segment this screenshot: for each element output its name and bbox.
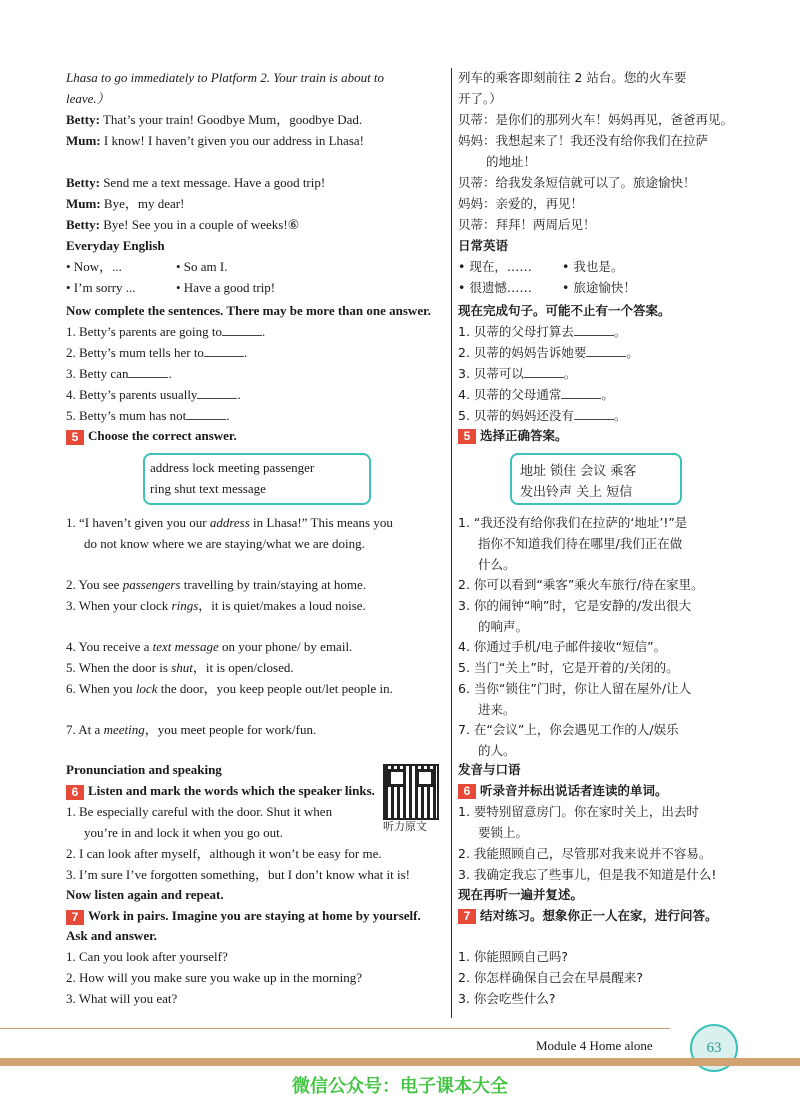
module-label: Module 4 Home alone — [536, 1038, 653, 1053]
sentence-item: 3. Betty can . — [66, 366, 172, 381]
cn-exercise-5-heading: 5 选择正确答案。 — [458, 426, 568, 446]
cn-phrase: • 现在，…… — [458, 259, 532, 274]
exercise-number: 7 — [458, 909, 476, 924]
answer-blank[interactable] — [186, 407, 226, 420]
cn-line: 的地址！ — [486, 154, 537, 169]
dialogue-text: Bye! See you in a couple of weeks!⑥ — [103, 217, 300, 232]
footer-rule — [0, 1028, 670, 1029]
answer-blank[interactable] — [561, 386, 601, 399]
qr-code-icon[interactable] — [383, 764, 439, 820]
question-item: 3. When your clock rings，it is quiet/makes a loud noise. — [66, 598, 366, 613]
cn-question-cont: 指你不知道我们待在哪里/我们正在做 — [478, 536, 683, 551]
exercise-7-heading: 7 Work in pairs. Imagine you are staying at home by yourself. — [66, 906, 421, 926]
dialogue-text: That’s your train! Goodbye Mum，goodbye Dad. — [102, 112, 363, 127]
cn-question: 3. 你的闹钟“响”时，它是安静的/发出很大 — [458, 598, 692, 613]
speaker: Betty: — [66, 217, 100, 232]
cn-pron-cont: 要锁上。 — [478, 825, 529, 840]
cn-question: 4. 你通过手机/电子邮件接收“短信”。 — [458, 639, 667, 654]
exercise-number: 6 — [458, 784, 476, 799]
speaker: Mum: — [66, 196, 101, 211]
cn-word-box-line-1: 地址 锁住 会议 乘客 — [520, 464, 637, 479]
listen-again-heading: Now listen again and repeat. — [66, 887, 224, 902]
answer-blank[interactable] — [574, 407, 614, 420]
cn-exercise-7-heading: 7 结对练习。想象你正一人在家，进行问答。 — [458, 906, 718, 926]
exercise-6-heading: 6 Listen and mark the words which the speaker links. — [66, 781, 375, 801]
dialogue-line — [66, 110, 362, 130]
cn-question-cont: 进来。 — [478, 702, 516, 717]
cn-question-cont: 的响声。 — [478, 619, 529, 634]
cn-ask-item: 1. 你能照顾自己吗? — [458, 949, 569, 964]
cn-line: 列车的乘客即刻前往 2 站台。您的火车要 — [458, 70, 687, 85]
phrase-item: • Now，... — [66, 259, 122, 274]
cn-complete-heading: 现在完成句子。可能不止有一个答案。 — [458, 303, 671, 318]
question-item: 7. At a meeting，you meet people for work/fun. — [66, 722, 317, 737]
pron-item: 3. I’m sure I’ve forgotten something，but I don’t know what it is! — [66, 867, 410, 882]
page-number: 63 — [690, 1024, 738, 1072]
cn-question: 6. 当你“锁住”门时，你让人留在屋外/让人 — [458, 681, 692, 696]
dialogue-line — [66, 194, 184, 214]
cn-question-cont: 的人。 — [478, 743, 516, 758]
cn-line: 贝蒂：给我发条短信就可以了。旅途愉快！ — [458, 175, 696, 190]
answer-blank[interactable] — [222, 323, 262, 336]
cn-question: 1. “我还没有给你我们在拉萨的‘地址’!”是 — [458, 515, 688, 530]
sentence-item: 2. Betty’s mum tells her to . — [66, 345, 248, 360]
cn-ask-item: 3. 你会吃些什么? — [458, 991, 556, 1006]
sentence-item: 4. Betty’s parents usually . — [66, 387, 241, 402]
phrase-item: • So am I. — [176, 259, 228, 274]
cn-question: 2. 你可以看到“乘客”乘火车旅行/待在家里。 — [458, 577, 704, 592]
cn-phrase: • 我也是。 — [562, 259, 624, 274]
phrase-item: • I’m sorry ... — [66, 280, 136, 295]
pron-continuation: you’re in and lock it when you go out. — [84, 825, 283, 840]
question-item: 2. You see passengers travelling by train/staying at home. — [66, 577, 367, 592]
cn-sentence: 3. 贝蒂可以 。 — [458, 366, 577, 381]
cn-question: 7. 在“会议”上，你会遇见工作的人/娱乐 — [458, 722, 679, 737]
answer-blank[interactable] — [197, 386, 237, 399]
question-item: 1. “I haven’t given you our address in Lhasa!” This means you — [66, 515, 393, 530]
dialogue-text: Bye，my dear! — [103, 196, 185, 211]
answer-blank[interactable] — [128, 365, 168, 378]
cn-pron-item: 3. 我确定我忘了些事儿，但是我不知道是什么! — [458, 867, 717, 882]
exercise-number: 7 — [66, 910, 84, 925]
speaker: Betty: — [66, 112, 100, 127]
question-item: 6. When you lock the door，you keep people out/let people in. — [66, 681, 393, 696]
intro-line-1: Lhasa to go immediately to Platform 2. Your train is about to — [66, 70, 385, 85]
word-box-line-2: ring shut text message — [150, 481, 266, 496]
cn-everyday-heading: 日常英语 — [458, 238, 509, 253]
answer-blank[interactable] — [524, 365, 564, 378]
cn-question: 5. 当门“关上”时，它是开着的/关闭的。 — [458, 660, 679, 675]
speaker: Betty: — [66, 175, 100, 190]
footer-bar — [0, 1058, 800, 1066]
cn-ask-item: 2. 你怎样确保自己会在早晨醒来? — [458, 970, 644, 985]
cn-listen-again: 现在再听一遍并复述。 — [458, 887, 584, 902]
answer-blank[interactable] — [574, 323, 614, 336]
exercise-number: 5 — [458, 429, 476, 444]
cn-phrase: • 很遗憾…… — [458, 280, 532, 295]
dialogue-line — [66, 131, 364, 151]
dialogue-line — [66, 173, 325, 193]
column-divider — [451, 68, 452, 1018]
dialogue-text: Send me a text message. Have a good trip! — [103, 175, 326, 190]
cn-sentence: 2. 贝蒂的妈妈告诉她要 。 — [458, 345, 639, 360]
intro-line-2: leave.） — [66, 91, 110, 106]
cn-line: 开了。） — [458, 91, 502, 106]
speaker: Mum: — [66, 133, 101, 148]
pron-item: 2. I can look after myself，although it won’t be easy for me. — [66, 846, 382, 861]
everyday-english-heading: Everyday English — [66, 238, 165, 253]
cn-line: 妈妈：亲爱的，再见！ — [458, 196, 584, 211]
exercise-number: 6 — [66, 785, 84, 800]
sentence-item: 5. Betty’s mum has not . — [66, 408, 230, 423]
word-box-line-1: address lock meeting passenger — [150, 460, 315, 475]
pronunciation-heading: Pronunciation and speaking — [66, 762, 222, 777]
cn-pron-item: 2. 我能照顾自己，尽管那对我来说并不容易。 — [458, 846, 712, 861]
question-item: 5. When the door is shut，it is open/closed. — [66, 660, 294, 675]
pron-item: 1. Be especially careful with the door. Shut it when — [66, 804, 333, 819]
cn-sentence: 1. 贝蒂的父母打算去 。 — [458, 324, 627, 339]
cn-line: 妈妈：我想起来了！我还没有给你我们在拉萨 — [458, 133, 709, 148]
sentence-item: 1. Betty’s parents are going to . — [66, 324, 266, 339]
dialogue-text: I know! I haven’t given you our address in Lhasa! — [103, 133, 364, 148]
exercise-number: 5 — [66, 430, 84, 445]
cn-pron-item: 1. 要特别留意房门。你在家时关上，出去时 — [458, 804, 699, 819]
ask-item: 3. What will you eat? — [66, 991, 178, 1006]
cn-question-cont: 什么。 — [478, 557, 516, 572]
cn-sentence: 5. 贝蒂的妈妈还没有 。 — [458, 408, 627, 423]
question-continuation: do not know where we are staying/what we are doing. — [84, 536, 365, 551]
answer-blank[interactable] — [586, 344, 626, 357]
cn-line: 贝蒂：拜拜！两周后见！ — [458, 217, 596, 232]
answer-blank[interactable] — [204, 344, 244, 357]
cn-line: 贝蒂：是你们的那列火车！妈妈再见，爸爸再见。 — [458, 112, 734, 127]
phrase-item: • Have a good trip! — [176, 280, 276, 295]
wechat-watermark: 微信公众号：电子课本大全 — [292, 1076, 508, 1097]
cn-pronunciation-heading: 发音与口语 — [458, 762, 521, 777]
cn-exercise-6-heading: 6 听录音并标出说话者连读的单词。 — [458, 781, 668, 801]
dialogue-line — [66, 215, 299, 235]
exercise-7-heading-cont: Ask and answer. — [66, 928, 157, 943]
cn-sentence: 4. 贝蒂的父母通常 。 — [458, 387, 614, 402]
complete-heading: Now complete the sentences. There may be more than one answer. — [66, 303, 431, 318]
cn-word-box-line-2: 发出铃声 关上 短信 — [520, 485, 633, 500]
qr-caption: 听力原文 — [383, 820, 427, 833]
ask-item: 2. How will you make sure you wake up in the morning? — [66, 970, 363, 985]
cn-phrase: • 旅途愉快！ — [562, 280, 636, 295]
exercise-5-heading: 5 Choose the correct answer. — [66, 426, 237, 446]
question-item: 4. You receive a text message on your phone/ by email. — [66, 639, 353, 654]
ask-item: 1. Can you look after yourself? — [66, 949, 228, 964]
